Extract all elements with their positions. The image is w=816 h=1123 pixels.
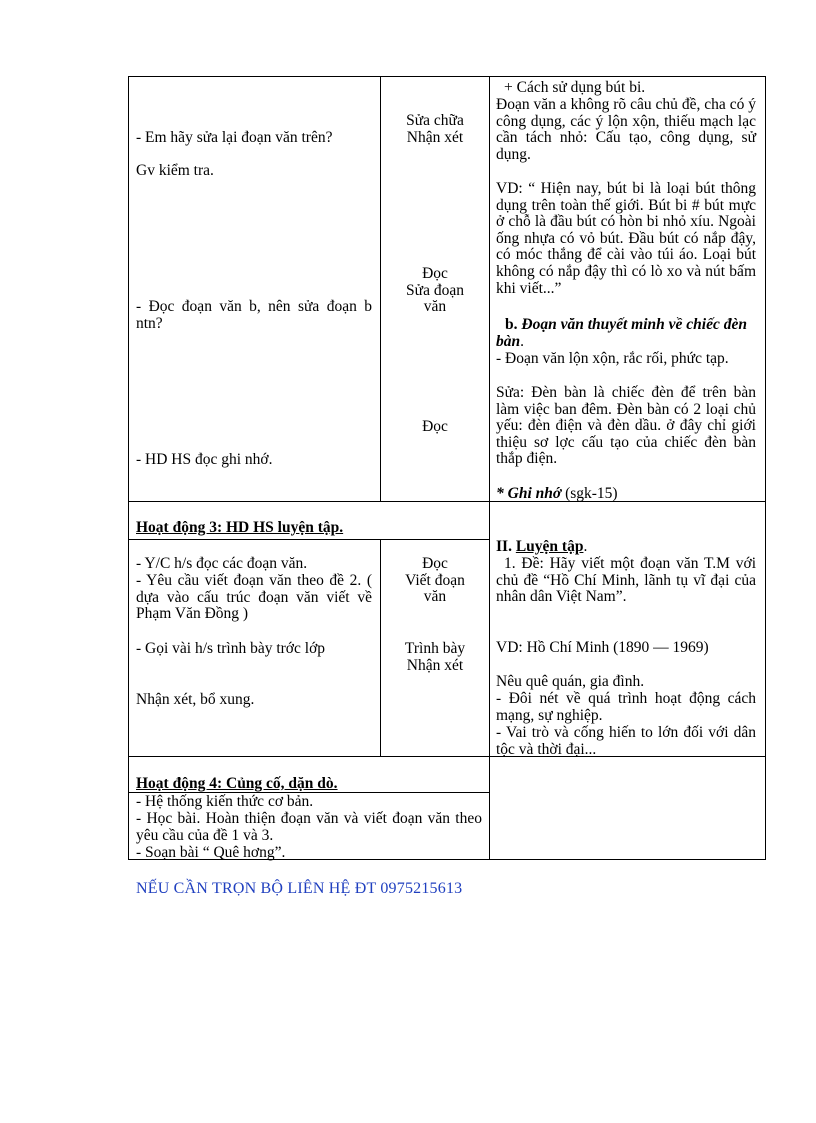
activity-read-fix: Đọc Sửa đoạn văn: [406, 265, 464, 316]
activity-read: Đọc: [422, 418, 448, 435]
practice-role-note: - Vai trò và cống hiến to lớn đối với dân tộc và thời đại...: [496, 724, 756, 758]
col-divider-2: [489, 76, 490, 860]
practice-activity-present: Trình bày Nhận xét: [404, 640, 466, 674]
prepare-next-lesson: - Soạn bài “ Quê hơng”.: [136, 844, 286, 861]
ballpoint-usage-line: + Cách sử dụng bút bi.: [504, 79, 646, 96]
header3-divider: [128, 539, 490, 540]
practice-hometown-note: Nêu quê quán, gia đình.: [496, 673, 645, 690]
table-border-left: [128, 76, 129, 860]
desk-lamp-heading: b. Đoạn văn thuyết minh về chiếc đèn bàn.: [496, 316, 747, 350]
lamp-paragraph-fix: Sửa: Đèn bàn là chiếc đèn để trên bàn làm việc ban đêm. Đèn bàn có 2 loại chủ yếu: đèn điện và đèn dầu. ở đây chỉ giới thiệu sơ lợc cấu tạo của chiếc đèn bàn thắp điện.: [496, 384, 756, 468]
guide-read-memo: - HD HS đọc ghi nhớ.: [136, 451, 273, 468]
activity-4-header: Hoạt động 4: Củng cố, dặn dò.: [136, 775, 338, 792]
col-divider-1-row1: [380, 76, 381, 501]
practice-review-note: Nhận xét, bổ xung.: [136, 691, 255, 708]
question-fix-paragraph: - Em hãy sửa lại đoạn văn trên?: [136, 129, 333, 146]
paragraph-a-analysis: Đoạn văn a không rõ câu chủ đề, cha có ý công dụng, các ý lộn xộn, thiếu mạch lạc cần tách nhỏ: Cấu tạo, công dụng, sử dụng.: [496, 96, 756, 163]
practice-career-note: - Đôi nét về quá trình hoạt động cách mạng, sự nghiệp.: [496, 690, 756, 724]
practice-write-instruction: - Yêu cầu viết đoạn văn theo đề 2. ( dựa vào cấu trúc đoạn văn viết về Phạm Văn Đồng ): [136, 572, 372, 623]
practice-section-title: II. Luyện tập.: [496, 538, 588, 555]
practice-activity-read-write: Đọc Viết đoạn văn: [405, 555, 465, 606]
ballpoint-example: VD: “ Hiện nay, bút bi là loại bút thông dụng trên toàn thế giới. Bút bi # bút mực ở chỗ là đầu bút có hòn bi nhỏ xíu. Ngoài ống nhựa có vỏ bút. Đầu bút có nắp đậy, có móc thắng để cài vào túi áo. Loại bút không có nắp đậy thì có lò xo và nút bấm khi viết...”: [496, 180, 756, 297]
col-divider-1-row2: [380, 539, 381, 756]
activity-fix-review: Sửa chữa Nhận xét: [406, 112, 464, 146]
practice-example-heading: VD: Hồ Chí Minh (1890 — 1969): [496, 639, 709, 656]
table-border-right: [765, 76, 766, 860]
practice-read-instruction: - Y/C h/s đọc các đoạn văn.: [136, 555, 308, 572]
homework-instruction: - Học bài. Hoàn thiện đoạn văn và viết đoạn văn theo yêu cầu của đề 1 và 3.: [136, 810, 482, 844]
teacher-check-note: Gv kiểm tra.: [136, 162, 214, 179]
question-read-paragraph-b: - Đọc đoạn văn b, nên sửa đoạn b ntn?: [136, 298, 372, 332]
practice-topic: 1. Đề: Hãy viết một đoạn văn T.M với chủ đề “Hồ Chí Minh, lãnh tụ vĩ đại của nhân dân Việt Nam”.: [496, 555, 756, 606]
table-border-top: [128, 76, 766, 77]
contact-footer: NẾU CẦN TRỌN BỘ LIÊN HỆ ĐT 0975215613: [136, 880, 463, 897]
practice-present-instruction: - Gọi vài h/s trình bày trớc lớp: [136, 640, 326, 657]
activity-3-header: Hoạt động 3: HD HS luyện tập.: [136, 519, 344, 536]
lamp-paragraph-issue: - Đoạn văn lộn xộn, rắc rối, phức tạp.: [496, 350, 729, 367]
consolidate-knowledge: - Hệ thống kiến thức cơ bản.: [136, 793, 314, 810]
memo-reference: * Ghi nhớ (sgk-15): [496, 485, 618, 502]
